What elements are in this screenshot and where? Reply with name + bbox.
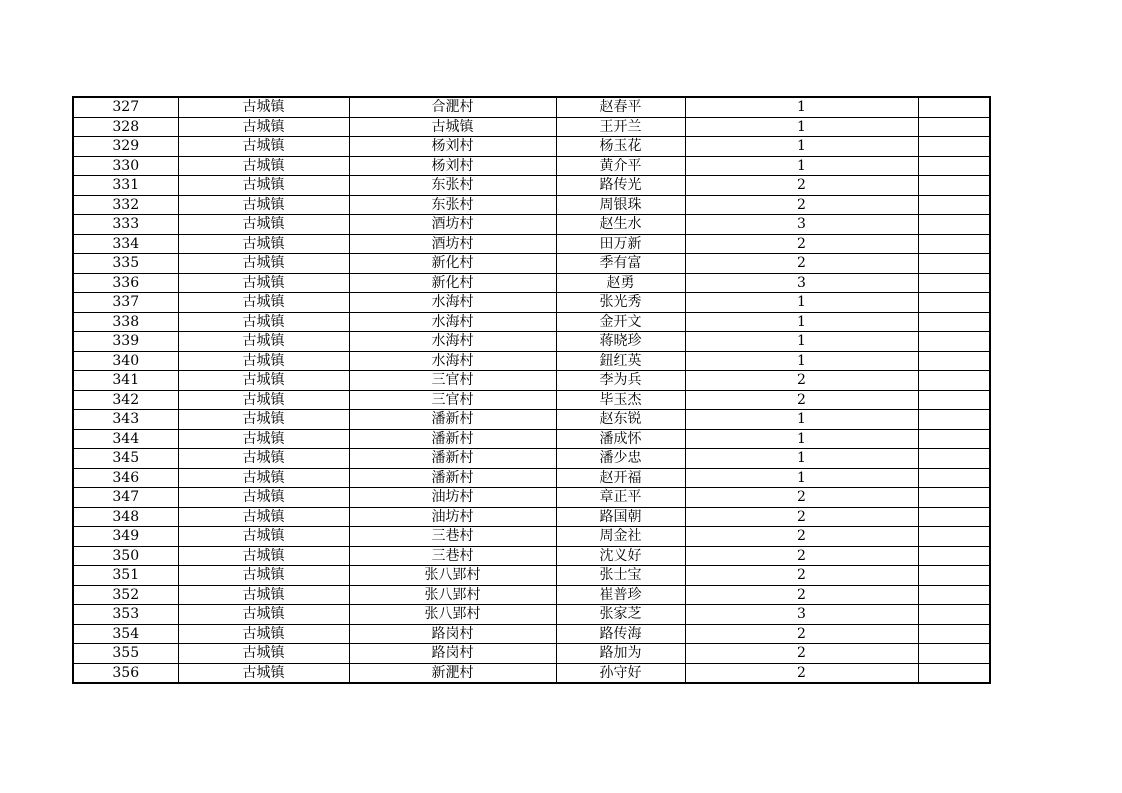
name-cell: 李为兵 bbox=[556, 371, 685, 391]
name-cell: 章正平 bbox=[556, 488, 685, 508]
table-row bbox=[73, 215, 990, 235]
table-row bbox=[73, 546, 990, 566]
town-cell: 古城镇 bbox=[178, 546, 349, 566]
row-number-cell: 335 bbox=[73, 254, 178, 274]
town-cell: 古城镇 bbox=[178, 585, 349, 605]
count-cell: 1 bbox=[685, 468, 918, 488]
row-number-cell: 343 bbox=[73, 410, 178, 430]
table-row bbox=[73, 410, 990, 430]
village-cell: 新化村 bbox=[349, 273, 556, 293]
name-cell: 路传光 bbox=[556, 176, 685, 196]
village-cell: 潘新村 bbox=[349, 410, 556, 430]
count-cell: 1 bbox=[685, 293, 918, 313]
table-row bbox=[73, 351, 990, 371]
remark-cell bbox=[918, 137, 990, 157]
row-number-cell: 339 bbox=[73, 332, 178, 352]
table-row bbox=[73, 156, 990, 176]
row-number-cell: 338 bbox=[73, 312, 178, 332]
town-cell: 古城镇 bbox=[178, 449, 349, 469]
row-number-cell: 356 bbox=[73, 663, 178, 683]
town-cell: 古城镇 bbox=[178, 468, 349, 488]
village-cell: 东张村 bbox=[349, 176, 556, 196]
village-cell: 潘新村 bbox=[349, 468, 556, 488]
town-cell: 古城镇 bbox=[178, 527, 349, 547]
table-row bbox=[73, 429, 990, 449]
name-cell: 鈕红英 bbox=[556, 351, 685, 371]
town-cell: 古城镇 bbox=[178, 507, 349, 527]
town-cell: 古城镇 bbox=[178, 97, 349, 117]
remark-cell bbox=[918, 332, 990, 352]
village-cell: 杨刘村 bbox=[349, 137, 556, 157]
village-cell: 新化村 bbox=[349, 254, 556, 274]
town-cell: 古城镇 bbox=[178, 566, 349, 586]
name-cell: 赵生水 bbox=[556, 215, 685, 235]
count-cell: 1 bbox=[685, 332, 918, 352]
table-row bbox=[73, 234, 990, 254]
remark-cell bbox=[918, 254, 990, 274]
row-number-cell: 355 bbox=[73, 644, 178, 664]
count-cell: 1 bbox=[685, 449, 918, 469]
village-cell: 油坊村 bbox=[349, 488, 556, 508]
table-body bbox=[73, 97, 990, 683]
town-cell: 古城镇 bbox=[178, 663, 349, 683]
row-number-cell: 349 bbox=[73, 527, 178, 547]
count-cell: 2 bbox=[685, 585, 918, 605]
row-number-cell: 337 bbox=[73, 293, 178, 313]
table-row bbox=[73, 195, 990, 215]
town-cell: 古城镇 bbox=[178, 624, 349, 644]
count-cell: 2 bbox=[685, 507, 918, 527]
table-row bbox=[73, 312, 990, 332]
name-cell: 赵春平 bbox=[556, 97, 685, 117]
table-row bbox=[73, 371, 990, 391]
table-row bbox=[73, 117, 990, 137]
table-row bbox=[73, 332, 990, 352]
count-cell: 2 bbox=[685, 254, 918, 274]
remark-cell bbox=[918, 351, 990, 371]
name-cell: 赵开福 bbox=[556, 468, 685, 488]
name-cell: 周金社 bbox=[556, 527, 685, 547]
name-cell: 季有富 bbox=[556, 254, 685, 274]
remark-cell bbox=[918, 488, 990, 508]
remark-cell bbox=[918, 527, 990, 547]
remark-cell bbox=[918, 410, 990, 430]
village-cell: 路岗村 bbox=[349, 644, 556, 664]
town-cell: 古城镇 bbox=[178, 176, 349, 196]
count-cell: 2 bbox=[685, 371, 918, 391]
town-cell: 古城镇 bbox=[178, 605, 349, 625]
remark-cell bbox=[918, 156, 990, 176]
row-number-cell: 347 bbox=[73, 488, 178, 508]
name-cell: 毕玉杰 bbox=[556, 390, 685, 410]
count-cell: 2 bbox=[685, 624, 918, 644]
remark-cell bbox=[918, 273, 990, 293]
town-cell: 古城镇 bbox=[178, 351, 349, 371]
table-row bbox=[73, 468, 990, 488]
table-row bbox=[73, 663, 990, 683]
row-number-cell: 351 bbox=[73, 566, 178, 586]
count-cell: 2 bbox=[685, 644, 918, 664]
row-number-cell: 348 bbox=[73, 507, 178, 527]
count-cell: 2 bbox=[685, 663, 918, 683]
village-cell: 水海村 bbox=[349, 312, 556, 332]
remark-cell bbox=[918, 117, 990, 137]
count-cell: 3 bbox=[685, 215, 918, 235]
name-cell: 杨玉花 bbox=[556, 137, 685, 157]
count-cell: 1 bbox=[685, 351, 918, 371]
row-number-cell: 336 bbox=[73, 273, 178, 293]
village-cell: 张八郢村 bbox=[349, 566, 556, 586]
table-row bbox=[73, 605, 990, 625]
remark-cell bbox=[918, 468, 990, 488]
table-row bbox=[73, 644, 990, 664]
name-cell: 赵勇 bbox=[556, 273, 685, 293]
count-cell: 1 bbox=[685, 97, 918, 117]
count-cell: 2 bbox=[685, 566, 918, 586]
village-cell: 潘新村 bbox=[349, 449, 556, 469]
name-cell: 田万新 bbox=[556, 234, 685, 254]
count-cell: 3 bbox=[685, 273, 918, 293]
table-row bbox=[73, 137, 990, 157]
town-cell: 古城镇 bbox=[178, 137, 349, 157]
name-cell: 金开文 bbox=[556, 312, 685, 332]
remark-cell bbox=[918, 605, 990, 625]
table-row bbox=[73, 488, 990, 508]
row-number-cell: 354 bbox=[73, 624, 178, 644]
town-cell: 古城镇 bbox=[178, 410, 349, 430]
village-cell: 三官村 bbox=[349, 390, 556, 410]
remark-cell bbox=[918, 585, 990, 605]
table-row bbox=[73, 527, 990, 547]
count-cell: 2 bbox=[685, 390, 918, 410]
village-cell: 三官村 bbox=[349, 371, 556, 391]
remark-cell bbox=[918, 215, 990, 235]
name-cell: 路国朝 bbox=[556, 507, 685, 527]
row-number-cell: 346 bbox=[73, 468, 178, 488]
town-cell: 古城镇 bbox=[178, 293, 349, 313]
count-cell: 1 bbox=[685, 137, 918, 157]
village-cell: 酒坊村 bbox=[349, 234, 556, 254]
row-number-cell: 352 bbox=[73, 585, 178, 605]
town-cell: 古城镇 bbox=[178, 429, 349, 449]
town-cell: 古城镇 bbox=[178, 215, 349, 235]
table-row bbox=[73, 449, 990, 469]
table-row bbox=[73, 293, 990, 313]
table-row bbox=[73, 254, 990, 274]
name-cell: 张光秀 bbox=[556, 293, 685, 313]
name-cell: 潘成怀 bbox=[556, 429, 685, 449]
name-cell: 孙守好 bbox=[556, 663, 685, 683]
name-cell: 蒋晓珍 bbox=[556, 332, 685, 352]
village-cell: 古城镇 bbox=[349, 117, 556, 137]
village-cell: 油坊村 bbox=[349, 507, 556, 527]
count-cell: 2 bbox=[685, 195, 918, 215]
town-cell: 古城镇 bbox=[178, 488, 349, 508]
remark-cell bbox=[918, 293, 990, 313]
town-cell: 古城镇 bbox=[178, 332, 349, 352]
count-cell: 2 bbox=[685, 234, 918, 254]
name-cell: 路加为 bbox=[556, 644, 685, 664]
village-cell: 三巷村 bbox=[349, 546, 556, 566]
table-row bbox=[73, 585, 990, 605]
remark-cell bbox=[918, 546, 990, 566]
remark-cell bbox=[918, 507, 990, 527]
village-cell: 新淝村 bbox=[349, 663, 556, 683]
village-cell: 杨刘村 bbox=[349, 156, 556, 176]
name-cell: 周银珠 bbox=[556, 195, 685, 215]
village-cell: 水海村 bbox=[349, 332, 556, 352]
name-cell: 黄介平 bbox=[556, 156, 685, 176]
row-number-cell: 330 bbox=[73, 156, 178, 176]
table-row bbox=[73, 97, 990, 117]
town-cell: 古城镇 bbox=[178, 254, 349, 274]
remark-cell bbox=[918, 624, 990, 644]
row-number-cell: 353 bbox=[73, 605, 178, 625]
town-cell: 古城镇 bbox=[178, 390, 349, 410]
remark-cell bbox=[918, 429, 990, 449]
row-number-cell: 350 bbox=[73, 546, 178, 566]
remark-cell bbox=[918, 97, 990, 117]
remark-cell bbox=[918, 390, 990, 410]
row-number-cell: 328 bbox=[73, 117, 178, 137]
village-cell: 路岗村 bbox=[349, 624, 556, 644]
name-cell: 沈义好 bbox=[556, 546, 685, 566]
count-cell: 2 bbox=[685, 488, 918, 508]
remark-cell bbox=[918, 449, 990, 469]
name-cell: 潘少忠 bbox=[556, 449, 685, 469]
table-row bbox=[73, 507, 990, 527]
remark-cell bbox=[918, 566, 990, 586]
town-cell: 古城镇 bbox=[178, 273, 349, 293]
row-number-cell: 342 bbox=[73, 390, 178, 410]
town-cell: 古城镇 bbox=[178, 644, 349, 664]
town-cell: 古城镇 bbox=[178, 371, 349, 391]
count-cell: 1 bbox=[685, 156, 918, 176]
count-cell: 1 bbox=[685, 312, 918, 332]
village-cell: 酒坊村 bbox=[349, 215, 556, 235]
remark-cell bbox=[918, 663, 990, 683]
remark-cell bbox=[918, 644, 990, 664]
village-cell: 张八郢村 bbox=[349, 605, 556, 625]
name-cell: 赵东锐 bbox=[556, 410, 685, 430]
table-row bbox=[73, 176, 990, 196]
remark-cell bbox=[918, 312, 990, 332]
row-number-cell: 331 bbox=[73, 176, 178, 196]
row-number-cell: 340 bbox=[73, 351, 178, 371]
count-cell: 3 bbox=[685, 605, 918, 625]
town-cell: 古城镇 bbox=[178, 156, 349, 176]
name-cell: 路传海 bbox=[556, 624, 685, 644]
row-number-cell: 333 bbox=[73, 215, 178, 235]
row-number-cell: 341 bbox=[73, 371, 178, 391]
table-row bbox=[73, 624, 990, 644]
village-cell: 水海村 bbox=[349, 293, 556, 313]
row-number-cell: 334 bbox=[73, 234, 178, 254]
remark-cell bbox=[918, 195, 990, 215]
table-row bbox=[73, 566, 990, 586]
row-number-cell: 332 bbox=[73, 195, 178, 215]
count-cell: 1 bbox=[685, 429, 918, 449]
town-cell: 古城镇 bbox=[178, 195, 349, 215]
remark-cell bbox=[918, 371, 990, 391]
village-cell: 东张村 bbox=[349, 195, 556, 215]
village-cell: 水海村 bbox=[349, 351, 556, 371]
town-cell: 古城镇 bbox=[178, 234, 349, 254]
town-cell: 古城镇 bbox=[178, 312, 349, 332]
village-cell: 合淝村 bbox=[349, 97, 556, 117]
name-cell: 崔普珍 bbox=[556, 585, 685, 605]
row-number-cell: 329 bbox=[73, 137, 178, 157]
village-cell: 潘新村 bbox=[349, 429, 556, 449]
row-number-cell: 345 bbox=[73, 449, 178, 469]
data-table bbox=[72, 96, 991, 684]
row-number-cell: 327 bbox=[73, 97, 178, 117]
name-cell: 张家芝 bbox=[556, 605, 685, 625]
count-cell: 2 bbox=[685, 546, 918, 566]
village-cell: 张八郢村 bbox=[349, 585, 556, 605]
count-cell: 1 bbox=[685, 410, 918, 430]
row-number-cell: 344 bbox=[73, 429, 178, 449]
town-cell: 古城镇 bbox=[178, 117, 349, 137]
name-cell: 王开兰 bbox=[556, 117, 685, 137]
remark-cell bbox=[918, 234, 990, 254]
count-cell: 2 bbox=[685, 527, 918, 547]
count-cell: 1 bbox=[685, 117, 918, 137]
village-cell: 三巷村 bbox=[349, 527, 556, 547]
table-row bbox=[73, 273, 990, 293]
table-row bbox=[73, 390, 990, 410]
remark-cell bbox=[918, 176, 990, 196]
count-cell: 2 bbox=[685, 176, 918, 196]
name-cell: 张士宝 bbox=[556, 566, 685, 586]
